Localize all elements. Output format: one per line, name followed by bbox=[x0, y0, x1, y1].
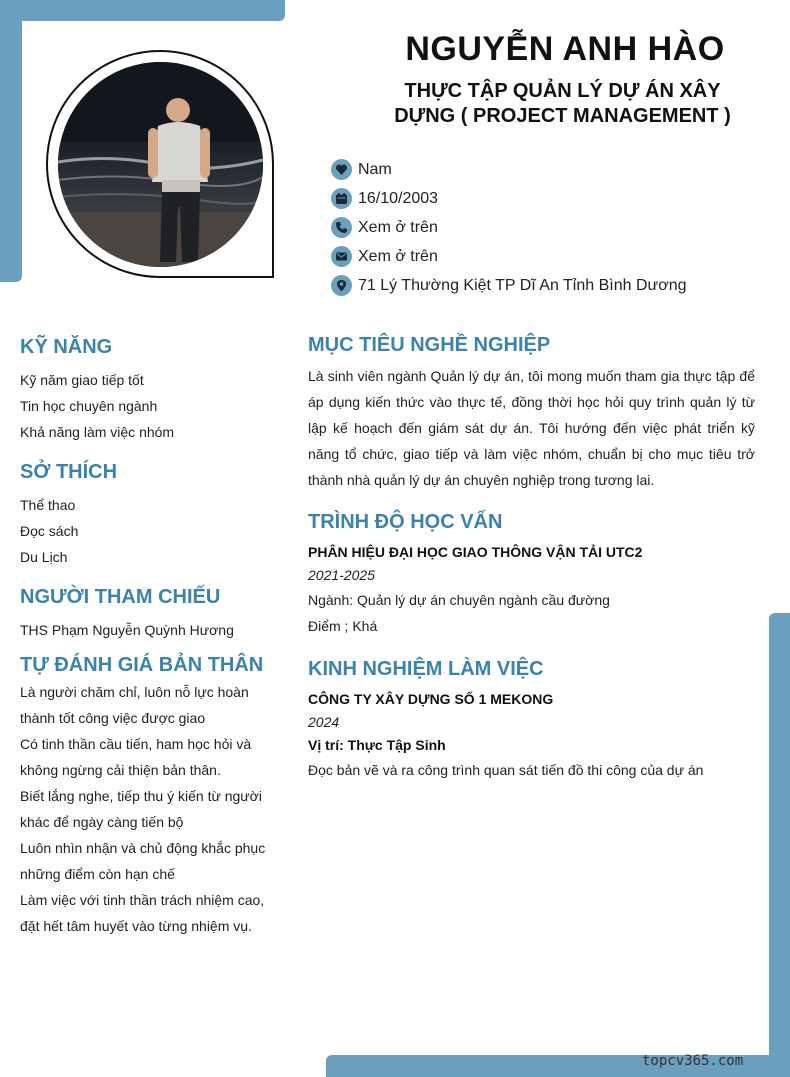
experience-description: Đọc bản vẽ và ra công trình quan sát tiến đồ thi công của dự án bbox=[308, 762, 704, 778]
info-gender bbox=[331, 155, 687, 184]
school-name: PHÂN HIỆU ĐẠI HỌC GIAO THÔNG VẬN TẢI UTC2 bbox=[308, 544, 643, 560]
info-gender-value: Nam bbox=[358, 160, 392, 178]
info-birthdate bbox=[331, 184, 687, 213]
list-item: Thể thao bbox=[20, 497, 76, 513]
personal-info bbox=[331, 155, 687, 300]
info-email bbox=[331, 242, 687, 271]
self-assessment-list bbox=[20, 679, 265, 939]
list-item: không ngừng cải thiện bản thân. bbox=[20, 762, 221, 778]
top-decor-bar bbox=[0, 0, 285, 21]
location-icon bbox=[331, 275, 352, 296]
hobbies-list bbox=[20, 492, 78, 570]
education-years: 2021-2025 bbox=[308, 567, 375, 583]
phone-icon bbox=[331, 217, 352, 238]
list-item: những điểm còn hạn chế bbox=[20, 866, 175, 882]
watermark: topcv365.com bbox=[642, 1053, 744, 1069]
list-item: Khả năng làm việc nhóm bbox=[20, 424, 175, 440]
info-address-value: 71 Lý Thường Kiệt TP Dĩ An Tỉnh Bình Dương bbox=[358, 276, 687, 294]
email-icon bbox=[331, 246, 352, 267]
references-list bbox=[20, 617, 234, 643]
list-item: thành tốt công việc được giao bbox=[20, 710, 206, 726]
experience-block bbox=[308, 688, 755, 783]
objective-heading: MỤC TIÊU NGHỀ NGHIỆP bbox=[308, 334, 551, 356]
list-item: Kỹ năm giao tiếp tốt bbox=[20, 372, 144, 388]
profile-photo-illustration bbox=[58, 62, 263, 267]
job-title: THỰC TẬP QUẢN LÝ DỰ ÁN XÂY DỰNG ( PROJECT MANAGEMENT ) bbox=[394, 80, 731, 127]
list-item: THS Phạm Nguyễn Quỳnh Hương bbox=[20, 622, 234, 638]
experience-position: Vị trí: Thực Tập Sinh bbox=[308, 737, 446, 753]
experience-year: 2024 bbox=[308, 714, 340, 730]
education-block bbox=[308, 541, 755, 639]
education-heading: TRÌNH ĐỘ HỌC VẤN bbox=[308, 511, 503, 533]
self-assessment-heading: TỰ ĐÁNH GIÁ BẢN THÂN bbox=[20, 654, 264, 676]
list-item: Du Lịch bbox=[20, 549, 68, 565]
experience-heading: KINH NGHIỆM LÀM VIỆC bbox=[308, 658, 544, 680]
education-major: Ngành: Quản lý dự án chuyên ngành cầu đường bbox=[308, 592, 610, 608]
list-item: Là người chăm chỉ, luôn nỗ lực hoàn bbox=[20, 684, 249, 700]
objective-text: Là sinh viên ngành Quản lý dự án, tôi mong muốn tham gia thực tập để áp dụng kiến thức vào thực tế, đồng thời học hỏi quy trình quản lý từ lập kế hoạch đến giám sát dự án. Tôi hướng đến việc phát triển kỹ năng tổ chức, giao tiếp và làm việc nhóm, chuẩn bị cho mục tiêu trở thành nhà quản lý dự án chuyên nghiệp trong tương lai. bbox=[308, 368, 755, 488]
info-phone bbox=[331, 213, 687, 242]
info-phone-value: Xem ở trên bbox=[358, 218, 438, 236]
skills-heading: KỸ NĂNG bbox=[20, 336, 113, 358]
list-item: Đọc sách bbox=[20, 523, 79, 539]
education-grade: Điểm ; Khá bbox=[308, 618, 378, 634]
candidate-name: NGUYỄN ANH HÀO bbox=[405, 30, 725, 68]
hobbies-heading: SỞ THÍCH bbox=[20, 461, 118, 483]
left-decor-bar bbox=[0, 0, 22, 282]
references-heading: NGƯỜI THAM CHIẾU bbox=[20, 586, 221, 608]
info-address bbox=[331, 271, 687, 300]
list-item: Luôn nhìn nhận và chủ động khắc phục bbox=[20, 840, 266, 856]
list-item: Biết lắng nghe, tiếp thu ý kiến từ người bbox=[20, 788, 262, 804]
calendar-icon bbox=[331, 188, 352, 209]
right-decor-bar bbox=[769, 613, 790, 1077]
list-item: Có tinh thần cầu tiến, ham học hỏi và bbox=[20, 736, 252, 752]
list-item: đặt hết tâm huyết vào từng nhiệm vụ. bbox=[20, 918, 252, 934]
profile-photo bbox=[58, 62, 263, 267]
gender-icon bbox=[331, 159, 352, 180]
list-item: Làm việc với tinh thần trách nhiệm cao, bbox=[20, 892, 265, 908]
skills-list bbox=[20, 367, 174, 445]
list-item: Tin học chuyên ngành bbox=[20, 398, 158, 414]
info-birthdate-value: 16/10/2003 bbox=[358, 189, 439, 207]
info-email-value: Xem ở trên bbox=[358, 247, 438, 265]
list-item: khác để ngày càng tiến bộ bbox=[20, 814, 184, 830]
company-name: CÔNG TY XÂY DỰNG SỐ 1 MEKONG bbox=[308, 691, 554, 707]
